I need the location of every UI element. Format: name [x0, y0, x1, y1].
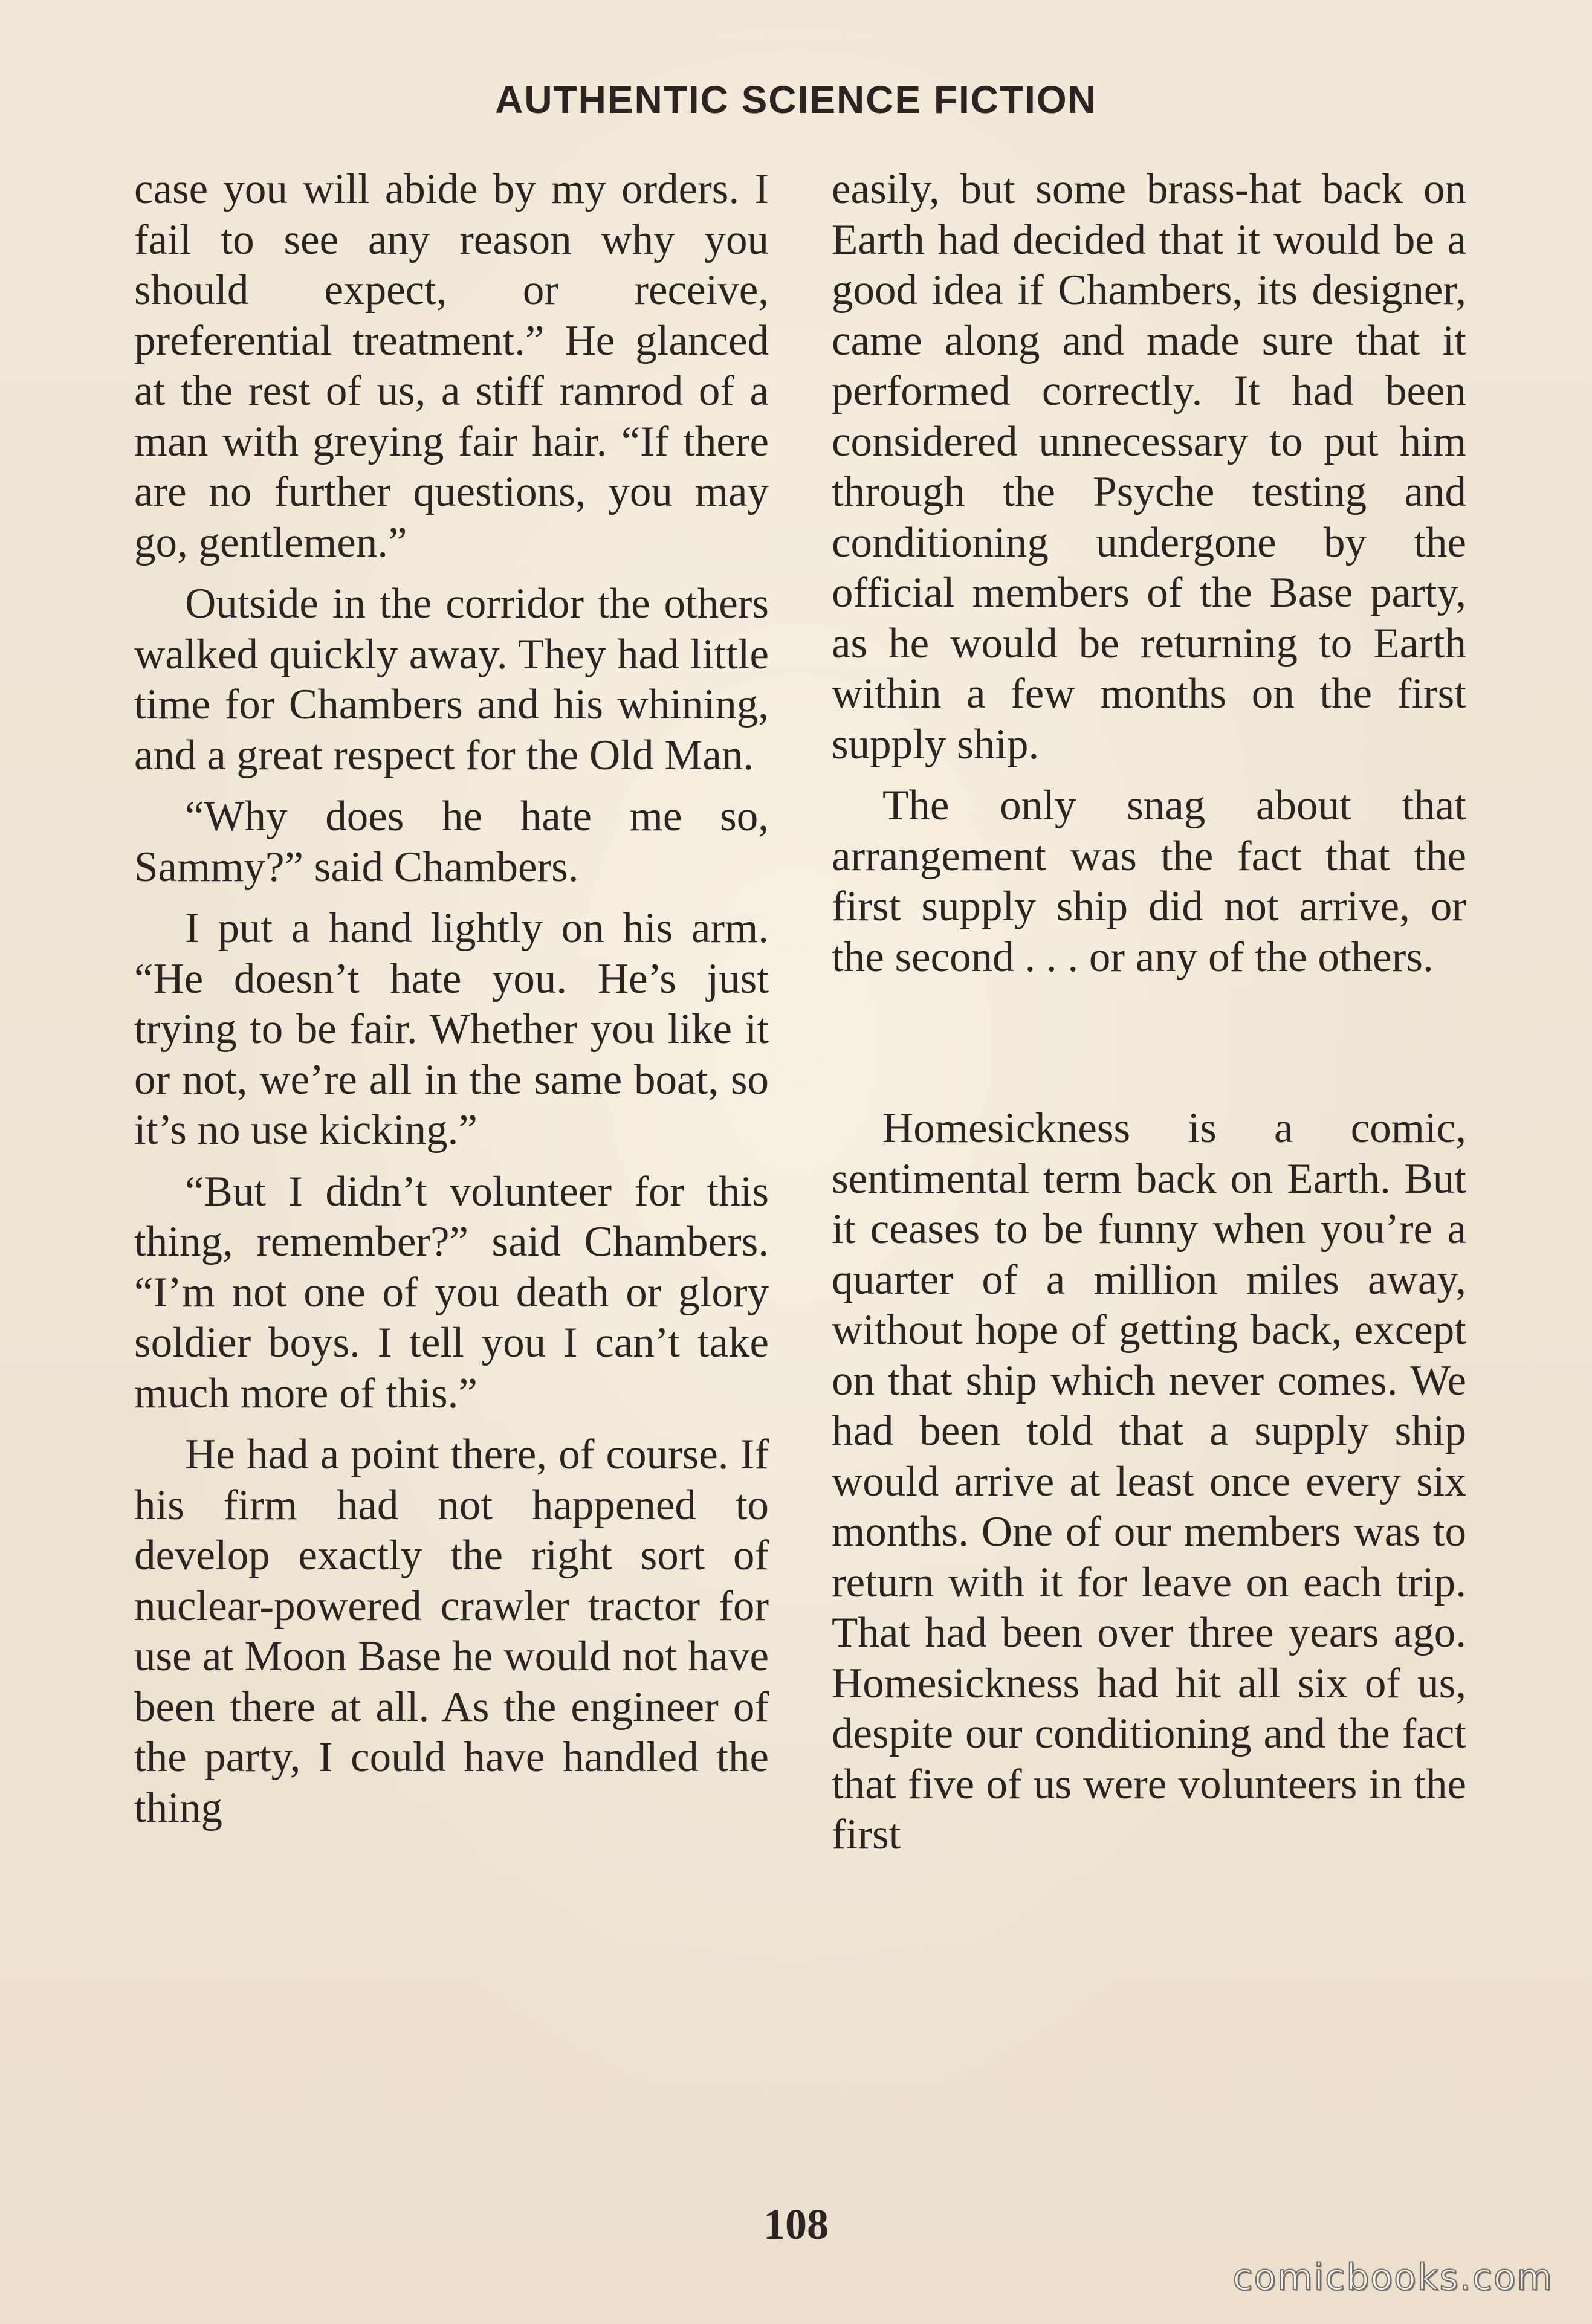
- paragraph: I put a hand lightly on his arm. “He doesn’t hate you. He’s just trying to be fair. Whether you like it or not, we’re all in the same boat, so it’s no use kicking.”: [134, 905, 769, 1154]
- paragraph: “Why does he hate me so, Sammy?” said Chambers.: [134, 793, 769, 891]
- paragraph: Outside in the corridor the others walked quickly away. They had little time for Chambers and his whining, and a great respect for the Old Man.: [134, 580, 769, 779]
- paragraph: The only snag about that arrangement was the fact that the first supply ship did not arrive, or the second . . . or any of the others.: [832, 782, 1466, 981]
- left-column: [134, 164, 769, 1844]
- page-number: 108: [763, 2200, 829, 2248]
- paragraph: He had a point there, of course. If his firm had not happened to develop exactly the right sort of nuclear-powered crawler tractor for use at Moon Base he would not have been there at all. As the engineer of the party, I could have handled the thing: [134, 1431, 769, 1832]
- paragraph: Homesickness is a comic, sentimental term back on Earth. But it ceases to be funny when you’re a quarter of a million miles away, without hope of getting back, except on that ship which never comes. We had been told that a supply ship would arrive at least once every six months. One of our members was to return with it for leave on each trip. That had been over three years ago. Homesickness had hit all six of us, despite our conditioning and the fact that five of us were volunteers in the first: [832, 1105, 1466, 1858]
- paragraph: “But I didn’t volunteer for this thing, remember?” said Chambers. “I’m not one of you death or glory soldier boys. I tell you I can’t take much more of this.”: [134, 1167, 769, 1417]
- running-head-title: AUTHENTIC SCIENCE FICTION: [495, 78, 1097, 121]
- right-column: [832, 164, 1466, 1871]
- watermark-logo: comicbooks.com: [1232, 2256, 1553, 2299]
- paragraph: easily, but some brass-hat back on Earth had decided that it would be a good idea if Chambers, its designer, came along and made sure that it performed correctly. It had been considered unnecessary to put him through the Psyche testing and conditioning undergone by the official members of the Base party, as he would be returning to Earth within a few months on the first supply ship.: [832, 166, 1466, 768]
- paragraph: case you will abide by my orders. I fail to see any reason why you should expect, or receive, preferential treatment.” He glanced at the rest of us, a stiff ramrod of a man with greying fair hair. “If there are no further questions, you may go, gentlemen.”: [134, 166, 769, 566]
